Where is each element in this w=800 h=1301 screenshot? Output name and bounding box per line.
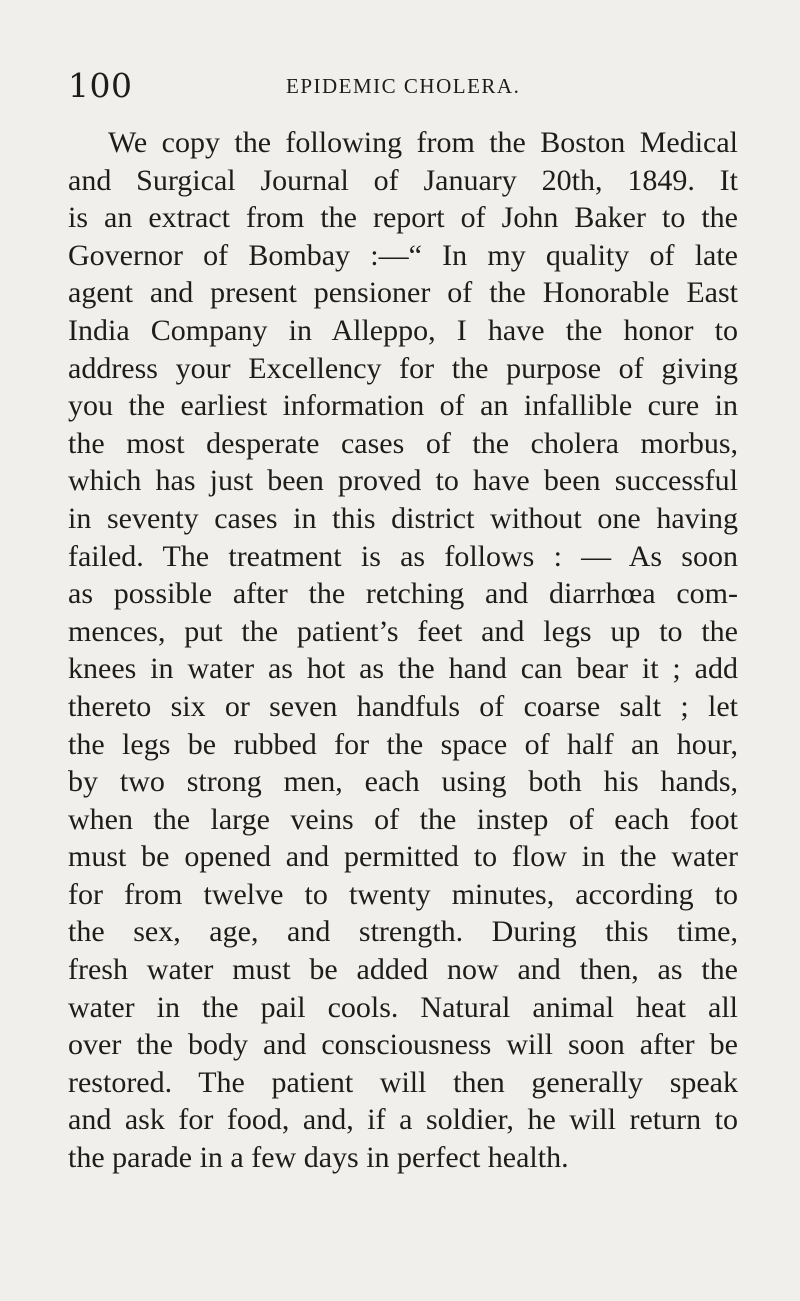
page-number: 100 (68, 66, 133, 105)
text-line: which has just been proved to have been successful (68, 464, 738, 498)
running-head (68, 64, 728, 108)
text-line: Governor of Bombay :—“ In my quality of late (68, 238, 738, 272)
text-line: and Surgical Journal of January 20th, 1849. It (68, 163, 738, 197)
text-line: for from twelve to twenty minutes, according to (68, 877, 738, 911)
text-line: water in the pail cools. Natural animal heat all (68, 990, 738, 1024)
text-line: the sex, age, and strength. During this time, (68, 915, 738, 949)
text-line: thereto six or seven handfuls of coarse salt ; let (68, 689, 738, 723)
text-line: India Company in Alleppo, I have the honor to (68, 313, 738, 347)
text-line: when the large veins of the instep of each foot (68, 802, 738, 836)
text-line: as possible after the retching and diarrhœa com- (68, 577, 738, 611)
text-line: in seventy cases in this district without one having (68, 501, 738, 535)
text-line: address your Excellency for the purpose of giving (68, 351, 738, 385)
body-paragraph (68, 124, 738, 1177)
text-line: We copy the following from the Boston Medical (108, 126, 738, 159)
text-line: knees in water as hot as the hand can bear it ; add (68, 652, 738, 686)
text-line: mences, put the patient’s feet and legs up to the (68, 614, 738, 648)
text-line: restored. The patient will then generally speak (68, 1065, 738, 1099)
text-line: agent and present pensioner of the Honorable East (68, 276, 738, 310)
running-title: EPIDEMIC CHOLERA. (286, 74, 521, 98)
text-line: and ask for food, and, if a soldier, he will return to (68, 1103, 738, 1137)
text-line: failed. The treatment is as follows : — As soon (68, 539, 738, 573)
text-line: is an extract from the report of John Baker to the (68, 201, 738, 235)
text-line: the parade in a few days in perfect health. (68, 1141, 569, 1175)
text-line: the most desperate cases of the cholera morbus, (68, 426, 738, 460)
text-line: fresh water must be added now and then, as the (68, 953, 738, 987)
text-line: must be opened and permitted to flow in the water (68, 840, 738, 874)
text-line: by two strong men, each using both his hands, (68, 765, 738, 799)
text-line: you the earliest information of an infallible cure in (68, 389, 738, 423)
text-line: the legs be rubbed for the space of half an hour, (68, 727, 738, 761)
text-line: over the body and consciousness will soon after be (68, 1028, 738, 1062)
